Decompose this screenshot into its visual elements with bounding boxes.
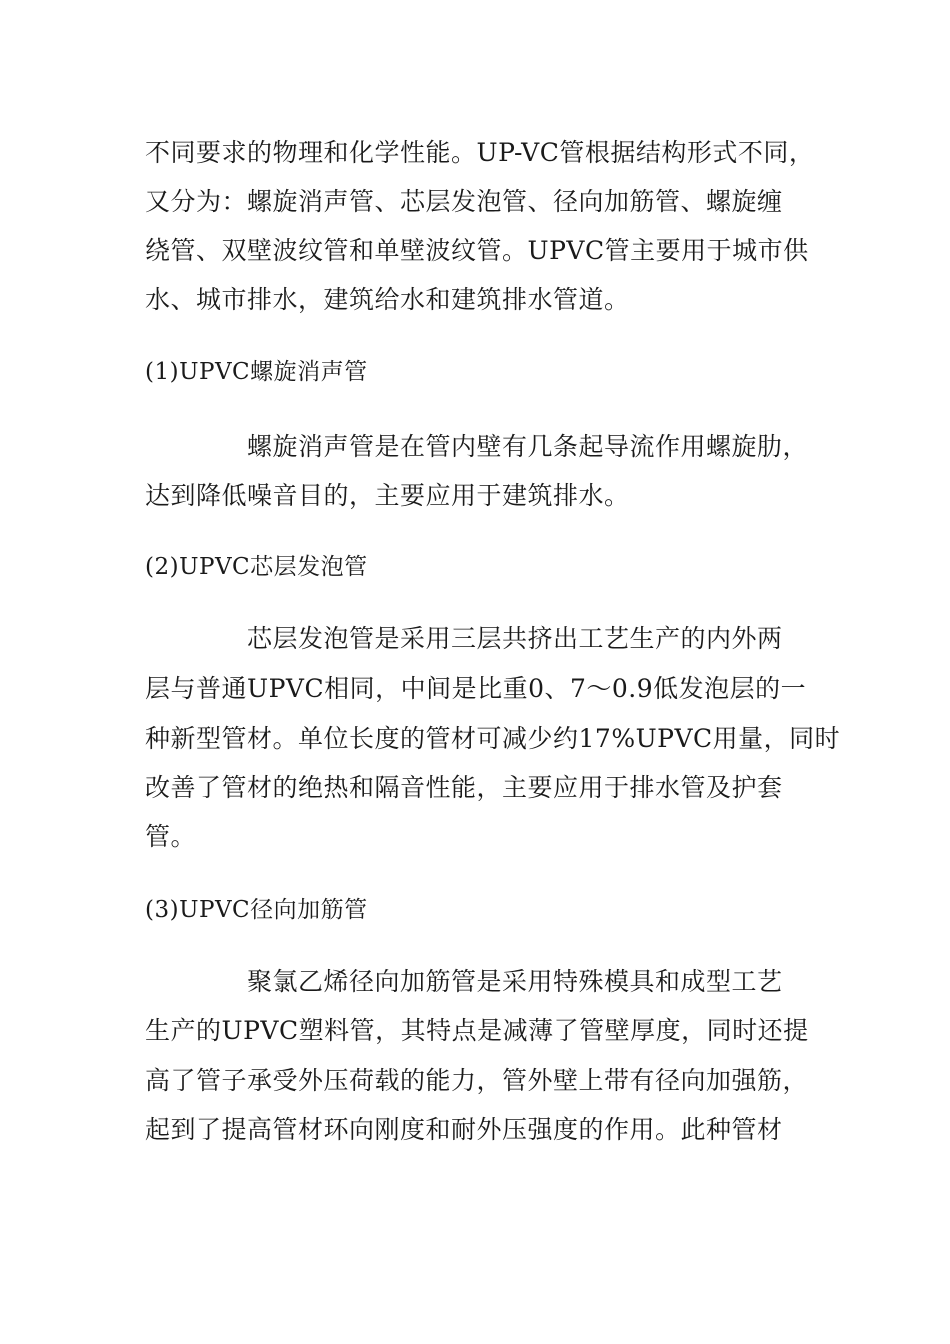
section-2-line-2: 层与普通UPVC相同，中间是比重0、7～0.9低发泡层的一	[145, 674, 807, 703]
section-3-line-1: 聚氯乙烯径向加筋管是采用特殊模具和成型工艺	[247, 967, 783, 996]
section-1-line-1: 螺旋消声管是在管内壁有几条起导流作用螺旋肋，	[247, 432, 809, 461]
section-1-line-2: 达到降低噪音目的，主要应用于建筑排水。	[145, 481, 630, 510]
section-3-line-3: 高了管子承受外压荷载的能力，管外壁上带有径向加强筋，	[145, 1066, 809, 1095]
section-2-line-3: 种新型管材。单位长度的管材可减少约17%UPVC用量，同时	[145, 724, 841, 753]
section-3-line-4: 起到了提高管材环向刚度和耐外压强度的作用。此种管材	[145, 1115, 783, 1144]
section-2-line-1: 芯层发泡管是采用三层共挤出工艺生产的内外两	[247, 624, 783, 653]
section-2-heading: (2)UPVC芯层发泡管	[145, 554, 368, 580]
section-2-line-5: 管。	[145, 822, 197, 851]
section-2-line-4: 改善了管材的绝热和隔音性能，主要应用于排水管及护套	[145, 773, 783, 802]
intro-line-3: 绕管、双壁波纹管和单壁波纹管。UPVC管主要用于城市供	[145, 236, 809, 265]
section-1-heading: (1)UPVC螺旋消声管	[145, 359, 368, 385]
intro-line-1: 不同要求的物理和化学性能。UP-VC管根据结构形式不同，	[145, 138, 815, 167]
intro-line-2: 又分为：螺旋消声管、芯层发泡管、径向加筋管、螺旋缠	[145, 187, 783, 216]
section-3-line-2: 生产的UPVC塑料管，其特点是减薄了管壁厚度，同时还提	[145, 1016, 809, 1045]
section-3-heading: (3)UPVC径向加筋管	[145, 897, 368, 923]
intro-line-4: 水、城市排水，建筑给水和建筑排水管道。	[145, 285, 630, 314]
